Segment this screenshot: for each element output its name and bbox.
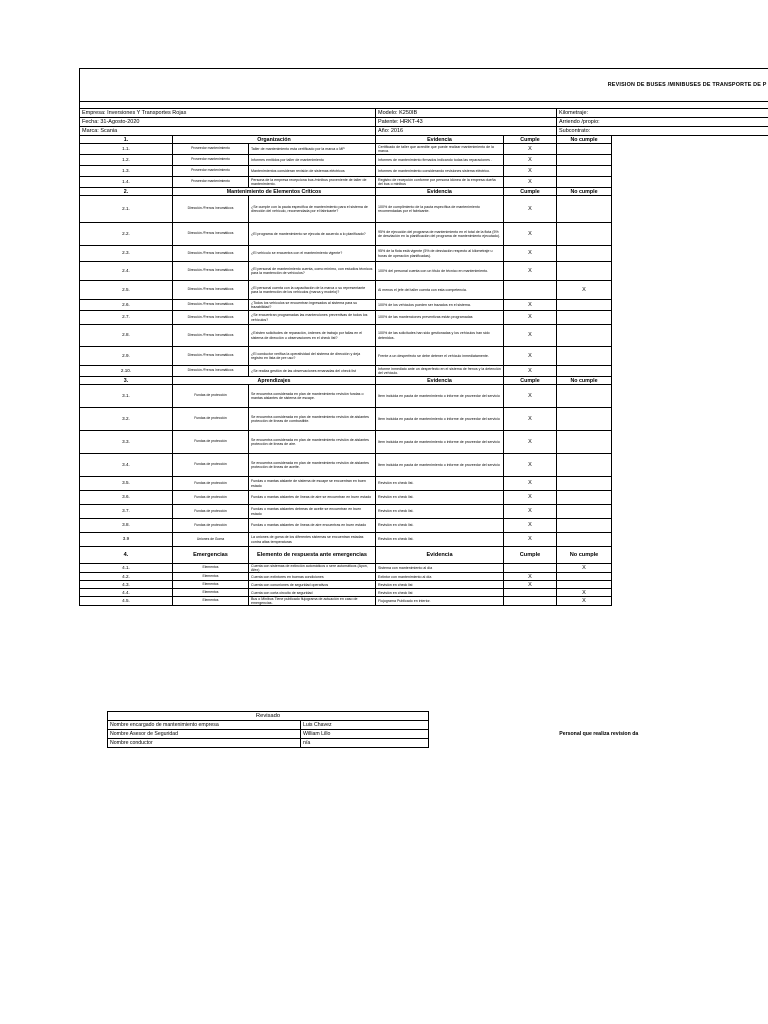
item-number: 1.2. — [80, 155, 173, 166]
cumple-mark — [504, 589, 557, 597]
no-cumple-mark — [557, 505, 612, 519]
item-number: 4.5. — [80, 597, 173, 606]
section-header — [80, 136, 768, 144]
item-description: Fundas o mantas aislante de sistema de escape se encuentran en buen estado — [249, 477, 376, 491]
cumple-mark: X — [504, 166, 557, 177]
item-category: Elementos — [173, 589, 249, 597]
item-category: Dirección /Frenos /neumáticos — [173, 246, 249, 262]
blank-cell — [612, 581, 768, 589]
spacer — [80, 102, 768, 109]
item-number: 2.5. — [80, 281, 173, 300]
item-description: Mantenimientos consideran revisión de sistemas eléctricos — [249, 166, 376, 177]
item-evidence: Certificado de taller que acredite que puede realizar mantenimiento de la marca. — [376, 144, 504, 155]
item-category: Dirección /Frenos /neumáticos — [173, 366, 249, 377]
arriendo-cell: Arriendo /propio: — [557, 118, 768, 127]
item-evidence: Item incluida en pauta de mantenimiento o informe de proveedor del servicio — [376, 385, 504, 408]
item-evidence: 95% de la flota está vigente (5% de desviación respecto al kilometraje u horas de operación planificadas). — [376, 246, 504, 262]
item-number: 3.8. — [80, 519, 173, 533]
cumple-header: Cumple — [504, 377, 557, 385]
no-cumple-mark — [557, 519, 612, 533]
table-row — [80, 573, 768, 581]
blank-cell — [612, 166, 768, 177]
table-row — [80, 385, 768, 408]
item-evidence: 100% del personal cuenta con un título de técnico en mantenimiento. — [376, 262, 504, 281]
item-evidence: 100% de las solicitudes han sido gestionadas y los vehículos han sido detenidos. — [376, 325, 504, 347]
item-number: 2.6. — [80, 300, 173, 311]
no-cumple-header: No cumple — [557, 547, 612, 564]
no-cumple-mark: X — [557, 281, 612, 300]
item-category: Fundas de protección — [173, 408, 249, 431]
marca-cell: Marca: Scania — [80, 127, 376, 136]
empresa-cell: Empresa: Inversiones Y Transportes Rojas — [80, 109, 376, 118]
cumple-mark — [504, 564, 557, 573]
table-row — [80, 505, 768, 519]
item-evidence: Al menos el jefe del taller cuenta con esta competencia. — [376, 281, 504, 300]
review-value: Luis Chavez — [301, 721, 429, 730]
inspection-table — [79, 68, 768, 606]
item-evidence: Item incluida en pauta de mantenimiento o informe de proveedor del servicio — [376, 431, 504, 454]
table-row — [80, 155, 768, 166]
item-description: Se encuentra considerada en plan de mantenimiento revisión de aislantes protección de líneas de combustible. — [249, 408, 376, 431]
item-description: ¿El programa de mantenimiento se ejecuta de acuerdo a lo planificado? — [249, 223, 376, 246]
evidence-header: Evidencia — [376, 188, 504, 196]
item-number: 2.1. — [80, 196, 173, 223]
no-cumple-mark — [557, 262, 612, 281]
blank-cell — [612, 564, 768, 573]
review-header: Revisado — [108, 712, 429, 721]
no-cumple-mark — [557, 347, 612, 366]
cumple-mark: X — [504, 385, 557, 408]
cumple-mark: X — [504, 573, 557, 581]
no-cumple-mark — [557, 144, 612, 155]
no-cumple-mark — [557, 300, 612, 311]
item-number: 4.3. — [80, 581, 173, 589]
item-description: ¿El vehículo se encuentra con el mantenimiento vigente? — [249, 246, 376, 262]
no-cumple-mark — [557, 196, 612, 223]
no-cumple-mark — [557, 408, 612, 431]
item-description: Se encuentra considerada en plan de mantenimiento revisión de aislantes protección de líneas de aire. — [249, 431, 376, 454]
no-cumple-mark — [557, 311, 612, 325]
cumple-mark: X — [504, 581, 557, 589]
item-number: 2.4. — [80, 262, 173, 281]
kilometraje-cell: Kilometraje: — [557, 109, 768, 118]
item-category: Dirección /Frenos /neumáticos — [173, 311, 249, 325]
blank-cell — [612, 177, 768, 188]
item-number: 2.2. — [80, 223, 173, 246]
blank-cell — [612, 300, 768, 311]
no-cumple-mark — [557, 573, 612, 581]
no-cumple-mark — [557, 454, 612, 477]
blank-cell — [612, 311, 768, 325]
item-category: Fundas de protección — [173, 431, 249, 454]
table-row — [80, 262, 768, 281]
item-evidence: Extintor con mantenimiento al día — [376, 573, 504, 581]
table-row — [80, 564, 768, 573]
item-description: Cuenta con corta circuito de seguridad — [249, 589, 376, 597]
item-number: 2.9. — [80, 347, 173, 366]
cumple-mark: X — [504, 325, 557, 347]
table-row — [80, 408, 768, 431]
section-category-title: Emergencias — [173, 547, 249, 564]
no-cumple-mark — [557, 223, 612, 246]
item-number: 1.1. — [80, 144, 173, 155]
cumple-mark: X — [504, 366, 557, 377]
blank-cell — [612, 223, 768, 246]
item-description: ¿Existen solicitudes de reparación, órdenes de trabajo por fallas en el sistema de dirección u observaciones en el check list? — [249, 325, 376, 347]
blank-cell — [612, 366, 768, 377]
patente-cell: Patente: HRKT-43 — [376, 118, 557, 127]
item-category: Proveedor mantenimiento — [173, 144, 249, 155]
fecha-cell: Fecha: 31-Agosto-2020 — [80, 118, 376, 127]
item-description: Fundas o mantas aislantes de líneas de aire se encuentran en buen estado — [249, 491, 376, 505]
no-cumple-mark — [557, 166, 612, 177]
no-cumple-mark: X — [557, 597, 612, 606]
subcontrato-cell: Subcontrato: — [557, 127, 768, 136]
item-number: 3.5. — [80, 477, 173, 491]
no-cumple-header: No cumple — [557, 188, 612, 196]
document-title: REVISION DE BUSES /MINIBUSES DE TRANSPORTE DE P — [80, 69, 768, 102]
item-category: Fundas de protección — [173, 477, 249, 491]
table-row — [80, 597, 768, 606]
cumple-mark: X — [504, 491, 557, 505]
cumple-mark: X — [504, 477, 557, 491]
section-number: 4. — [80, 547, 173, 564]
table-row — [80, 589, 768, 597]
blank-cell — [612, 477, 768, 491]
review-table — [107, 711, 768, 748]
section-title: Mantenimiento de Elementos Críticos — [173, 188, 376, 196]
cumple-mark: X — [504, 177, 557, 188]
item-category: Elementos — [173, 581, 249, 589]
cumple-mark: X — [504, 533, 557, 547]
table-row — [80, 311, 768, 325]
item-description: ¿El personal de mantenimiento cuenta, como mínimo, con estudios técnicos para la mantención de vehículos? — [249, 262, 376, 281]
cumple-mark: X — [504, 519, 557, 533]
item-evidence: Informes de mantenimiento firmados indicando todas las reparaciones . — [376, 155, 504, 166]
item-number: 2.3. — [80, 246, 173, 262]
item-description: Informes emitidos por taller de mantenimiento — [249, 155, 376, 166]
table-row — [80, 454, 768, 477]
blank-cell — [612, 454, 768, 477]
section-header — [80, 377, 768, 385]
item-number: 4.2. — [80, 573, 173, 581]
item-evidence: Revisión en check list — [376, 581, 504, 589]
review-label: Nombre encargado de mantenimiento empresa — [108, 721, 301, 730]
table-row — [80, 366, 768, 377]
item-number: 4.4. — [80, 589, 173, 597]
no-cumple-mark — [557, 366, 612, 377]
item-number: 3.1. — [80, 385, 173, 408]
no-cumple-header: No cumple — [557, 136, 612, 144]
item-description: Fundas o mantas aislantes de líneas de aire encuentras en buen estado — [249, 519, 376, 533]
item-evidence: Revisión en check list. — [376, 533, 504, 547]
blank-cell — [612, 491, 768, 505]
section-number: 3. — [80, 377, 173, 385]
cumple-mark: X — [504, 262, 557, 281]
item-category: Dirección /Frenos /neumáticos — [173, 300, 249, 311]
anio-cell: Año: 2016 — [376, 127, 557, 136]
blank-cell — [612, 262, 768, 281]
item-evidence: Revisión en check list. — [376, 477, 504, 491]
item-description: Cuenta con sistemas de extinción automáticos o sere automáticos (Ayon, Afex) — [249, 564, 376, 573]
section-number: 1. — [80, 136, 173, 144]
table-row — [80, 431, 768, 454]
item-category: Dirección /Frenos /neumáticos — [173, 196, 249, 223]
table-row — [80, 246, 768, 262]
no-cumple-mark — [557, 431, 612, 454]
review-value: n/a — [301, 739, 429, 748]
no-cumple-mark — [557, 533, 612, 547]
blank-cell — [612, 144, 768, 155]
blank-cell — [612, 519, 768, 533]
item-category: Proveedor mantenimiento — [173, 166, 249, 177]
item-category: Elementos — [173, 573, 249, 581]
blank-cell — [612, 408, 768, 431]
item-evidence: Revisión en check list. — [376, 505, 504, 519]
item-category: Dirección /Frenos /neumáticos — [173, 281, 249, 300]
blank-cell — [612, 547, 768, 564]
section-header — [80, 547, 768, 564]
table-row — [80, 519, 768, 533]
blank-cell — [612, 589, 768, 597]
review-value: William Lillo — [301, 730, 429, 739]
table-row — [80, 581, 768, 589]
item-evidence: 100% de cumplimiento de la pauta específica de mantenimiento recomendadas por el fabricante. — [376, 196, 504, 223]
cumple-mark: X — [504, 300, 557, 311]
item-category: Proveedor mantenimiento — [173, 155, 249, 166]
item-evidence: Item incluida en pauta de mantenimiento o informe de proveedor del servicio — [376, 408, 504, 431]
item-description: ¿El conductor verifica la operatividad del sistema de dirección y deja registro en lista de pre uso? — [249, 347, 376, 366]
item-number: 4.1. — [80, 564, 173, 573]
table-row — [80, 223, 768, 246]
table-row — [80, 533, 768, 547]
item-evidence: Informes de mantenimiento considerando revisiones sistema eléctrico. — [376, 166, 504, 177]
item-evidence: Flujograma Publicado en interior. — [376, 597, 504, 606]
item-number: 2.7. — [80, 311, 173, 325]
item-number: 2.8. — [80, 325, 173, 347]
item-category: Elementos — [173, 597, 249, 606]
personal-revision-label: Personal que realiza revision da — [429, 721, 768, 748]
cumple-mark: X — [504, 408, 557, 431]
item-number: 3.7. — [80, 505, 173, 519]
item-number: 3.3. — [80, 431, 173, 454]
no-cumple-mark — [557, 177, 612, 188]
blank-cell — [612, 505, 768, 519]
no-cumple-mark — [557, 477, 612, 491]
modelo-cell: Modelo: K250IB — [376, 109, 557, 118]
item-category: Fundas de protección — [173, 454, 249, 477]
section-title: Elemento de respuesta ante emergencias — [249, 547, 376, 564]
item-evidence: Sistema con mantenimiento al día — [376, 564, 504, 573]
item-category: Fundas de protección — [173, 385, 249, 408]
item-description: ¿El personal cuenta con la capacitación de la marca o su representante para la mantención de los vehículos (marca y modelo)? — [249, 281, 376, 300]
cumple-mark: X — [504, 347, 557, 366]
item-description: Cuenta con extintores en buenas condiciones — [249, 573, 376, 581]
table-row — [80, 300, 768, 311]
no-cumple-mark — [557, 155, 612, 166]
table-row — [80, 325, 768, 347]
item-evidence: Informe inmediato ante un desperfecto en el sistema de frenos y la detención del vehículo. — [376, 366, 504, 377]
section-header — [80, 188, 768, 196]
item-number: 2.10. — [80, 366, 173, 377]
blank-cell — [612, 385, 768, 408]
cumple-mark: X — [504, 196, 557, 223]
item-description: Se encuentra considerada en plan de mantenimiento revisión de aislantes protección de líneas de aceite. — [249, 454, 376, 477]
no-cumple-mark — [557, 246, 612, 262]
item-description: ¿Se encuentran programadas las mantenciones preventivas de todos los vehículos? — [249, 311, 376, 325]
blank-cell — [612, 246, 768, 262]
item-evidence: Revisión en check list. — [376, 491, 504, 505]
item-description: Taller de mantenimiento esta certificado por la marca o MP — [249, 144, 376, 155]
item-category: Dirección /Frenos /neumáticos — [173, 223, 249, 246]
cumple-mark: X — [504, 431, 557, 454]
item-evidence: Revisión en check list — [376, 589, 504, 597]
cumple-mark — [504, 281, 557, 300]
item-category: Dirección /Frenos /neumáticos — [173, 262, 249, 281]
no-cumple-mark — [557, 491, 612, 505]
evidence-header: Evidencia — [376, 547, 504, 564]
item-description: Persona de la empresa recepciona bus /minibus proveniente de taller de mantenimiento. — [249, 177, 376, 188]
no-cumple-mark — [557, 325, 612, 347]
item-evidence: Registro de recepción conforme por persona idónea de la empresa dueña del bus o minibus — [376, 177, 504, 188]
cumple-mark: X — [504, 144, 557, 155]
item-evidence: 100% de las mantenciones preventivas están programadas — [376, 311, 504, 325]
item-evidence: Item incluida en pauta de mantenimiento o informe de proveedor del servicio — [376, 454, 504, 477]
cumple-mark: X — [504, 155, 557, 166]
item-description: ¿Todos los vehículos se encuentran ingresados al sistema para su trazabilidad? — [249, 300, 376, 311]
item-evidence: 95% de ejecución del programa de mantenimiento en el total de la flota (5% de desviación en la planificación del programa de mantenimiento ejecutado). — [376, 223, 504, 246]
table-row — [80, 347, 768, 366]
cumple-mark — [504, 597, 557, 606]
item-description: ¿Se cumple con la pauta específica de mantenimiento para el sistema de dirección del vehículo, recomendada por el fabricante? — [249, 196, 376, 223]
review-label: Nombre Asesor de Seguridad — [108, 730, 301, 739]
item-category: Dirección /Frenos /neumáticos — [173, 325, 249, 347]
review-blank — [429, 712, 768, 721]
table-row — [80, 144, 768, 155]
cumple-mark: X — [504, 223, 557, 246]
item-category: Proveedor mantenimiento — [173, 177, 249, 188]
item-description: Fundas o mantas aislantes debreas de aceite se encuentran en buen estado — [249, 505, 376, 519]
table-row — [80, 281, 768, 300]
cumple-mark: X — [504, 505, 557, 519]
item-number: 3.2. — [80, 408, 173, 431]
table-row — [80, 177, 768, 188]
cumple-mark: X — [504, 454, 557, 477]
cumple-mark: X — [504, 246, 557, 262]
item-description: Cuenta con conuniones de seguridad operativos — [249, 581, 376, 589]
item-number: 1.3. — [80, 166, 173, 177]
table-row — [80, 166, 768, 177]
no-cumple-mark: X — [557, 589, 612, 597]
cumple-header: Cumple — [504, 136, 557, 144]
blank-cell — [612, 325, 768, 347]
blank-cell — [612, 573, 768, 581]
item-evidence: 100% de los vehículos pueden ser trazados en el sistema. — [376, 300, 504, 311]
item-description: ¿Se realiza gestión de las observaciones emanadas del check list — [249, 366, 376, 377]
item-number: 3.4. — [80, 454, 173, 477]
blank-cell — [612, 196, 768, 223]
blank-cell — [612, 347, 768, 366]
blank-cell — [612, 597, 768, 606]
no-cumple-mark: X — [557, 564, 612, 573]
item-description: Bus o Minibus Tiene publicado flujograma de actuación en caso de emergencias. — [249, 597, 376, 606]
item-category: Fundas de protección — [173, 505, 249, 519]
item-category: Dirección /Frenos /neumáticos — [173, 347, 249, 366]
blank-cell — [612, 281, 768, 300]
review-label: Nombre conductor — [108, 739, 301, 748]
item-description: Se encuentra considerada en plan de mantenimiento revisión fundas o mantas aislantes de sistema de escape. — [249, 385, 376, 408]
item-description: La uniones de goma de los diferentes sistemas se encuentran estadas contra altas temperaturas — [249, 533, 376, 547]
evidence-header: Evidencia — [376, 136, 504, 144]
item-category: Fundas de protección — [173, 491, 249, 505]
item-number: 3.9 — [80, 533, 173, 547]
table-row — [80, 491, 768, 505]
review-block — [107, 711, 768, 748]
blank-cell — [612, 431, 768, 454]
item-category: Uniones de Goma — [173, 533, 249, 547]
item-evidence: Frente a un desperfecto se debe detener el vehículo inmediatamente. — [376, 347, 504, 366]
blank-cell — [612, 188, 768, 196]
item-number: 1.4. — [80, 177, 173, 188]
blank-cell — [612, 155, 768, 166]
item-evidence: Revisión en check list. — [376, 519, 504, 533]
evidence-header: Evidencia — [376, 377, 504, 385]
section-number: 2. — [80, 188, 173, 196]
no-cumple-mark — [557, 385, 612, 408]
no-cumple-mark — [557, 581, 612, 589]
checklist-sheet — [79, 68, 768, 606]
item-number: 3.6. — [80, 491, 173, 505]
table-row — [80, 196, 768, 223]
section-title: Aprendizajes — [173, 377, 376, 385]
cumple-mark: X — [504, 311, 557, 325]
section-title: Organización — [173, 136, 376, 144]
no-cumple-header: No cumple — [557, 377, 612, 385]
cumple-header: Cumple — [504, 188, 557, 196]
cumple-header: Cumple — [504, 547, 557, 564]
table-row — [80, 477, 768, 491]
item-category: Fundas de protección — [173, 519, 249, 533]
blank-cell — [612, 136, 768, 144]
blank-cell — [612, 377, 768, 385]
blank-cell — [612, 533, 768, 547]
item-category: Elementos — [173, 564, 249, 573]
